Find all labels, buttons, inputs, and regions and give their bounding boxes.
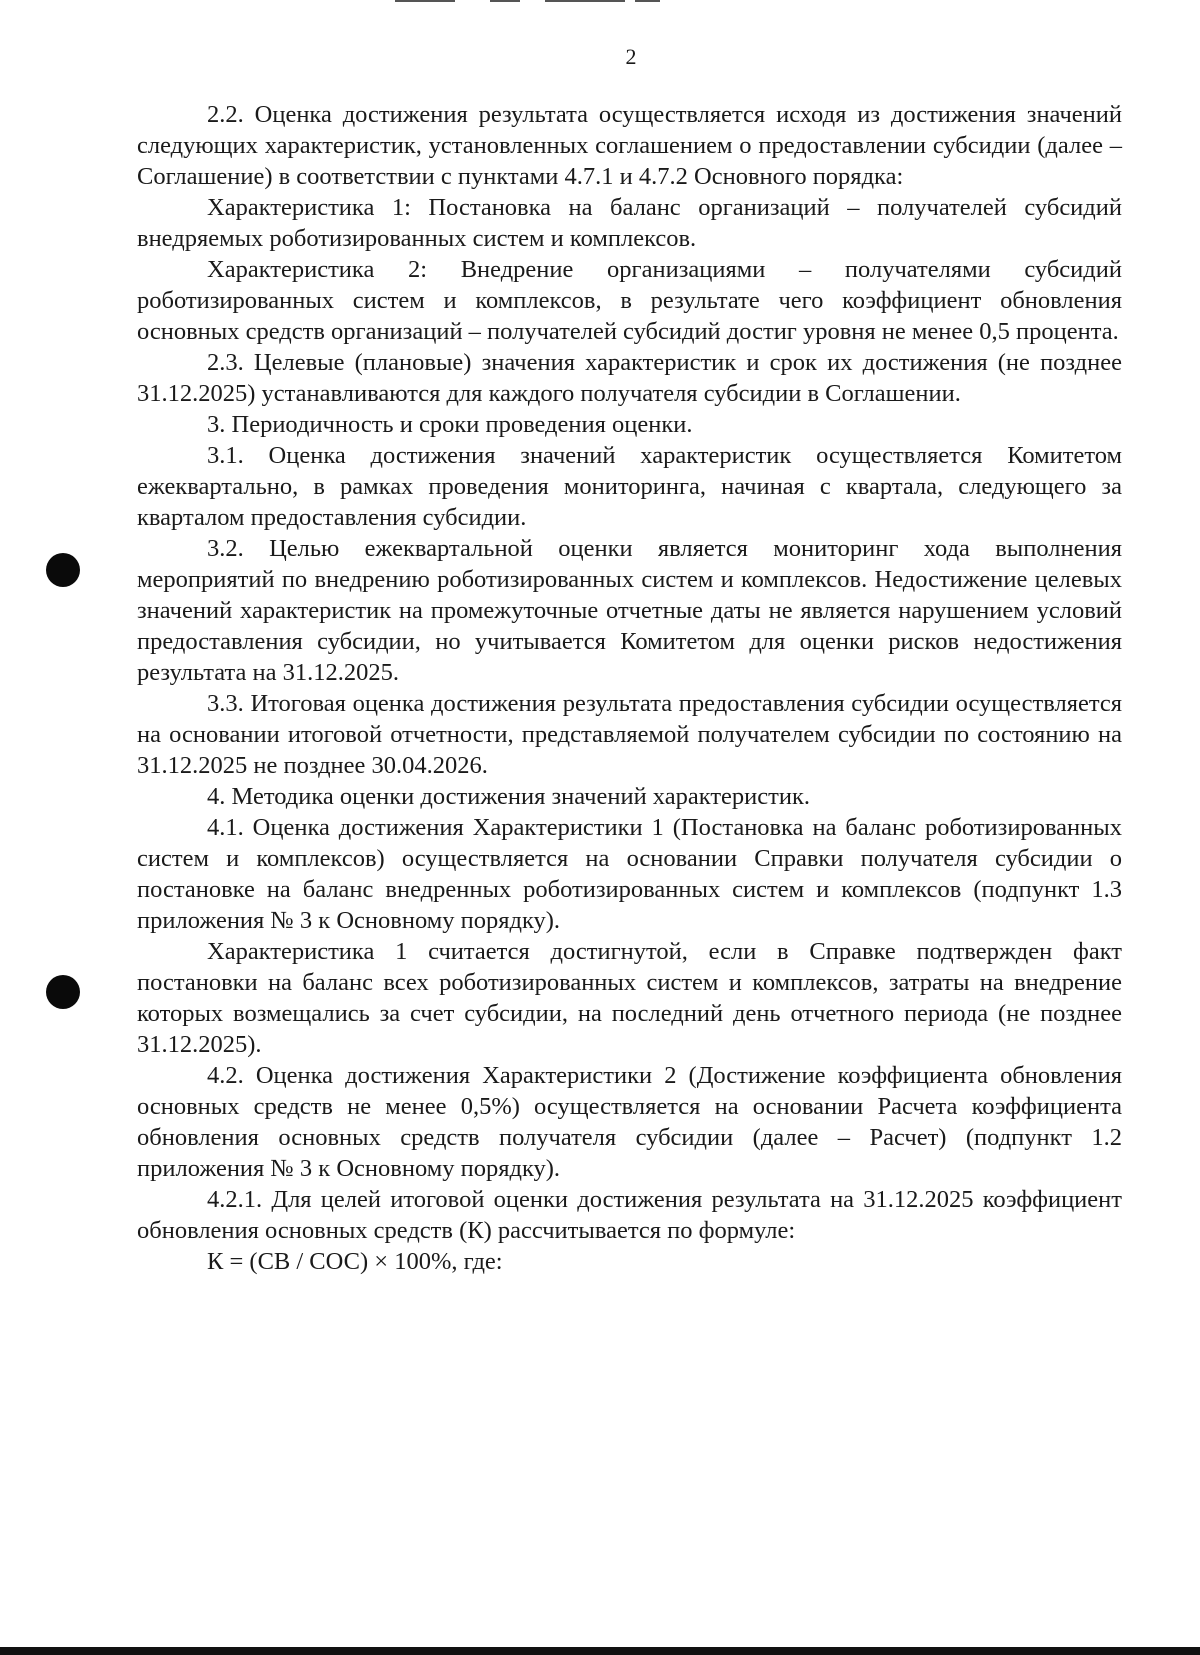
page-number: 2: [625, 44, 637, 69]
paragraph-3-3: 3.3. Итоговая оценка достижения результата предоставления субсидии осуществляется на основании итоговой отчетности, представляемой получателем субсидии по состоянию на 31.12.2025 не позднее 30.04.2026.: [137, 690, 1122, 779]
formula: К = (СВ / СОС) × 100%, где:: [207, 1248, 503, 1275]
punch-hole-bottom: [46, 975, 80, 1009]
paragraph-characteristic-1: Характеристика 1: Постановка на баланс организаций – получателей субсидий внедряемых роботизированных систем и комплексов.: [137, 194, 1122, 252]
scan-edge-bottom: [0, 1647, 1200, 1655]
paragraph-characteristic-2: Характеристика 2: Внедрение организациями – получателями субсидий роботизированных систем и комплексов, в результате чего коэффициент обновления основных средств организаций – получателей субсидий достиг уровня не менее 0,5 процента.: [137, 256, 1122, 345]
document-body: [137, 99, 1122, 1277]
paragraph-3-1: 3.1. Оценка достижения значений характеристик осуществляется Комитетом ежеквартально, в рамках проведения мониторинга, начиная с квартала, следующего за кварталом предоставления субсидии.: [137, 442, 1122, 531]
paragraph-2-3: 2.3. Целевые (плановые) значения характеристик и срок их достижения (не позднее 31.12.2025) устанавливаются для каждого получателя субсидии в Соглашении.: [137, 349, 1122, 407]
paragraph-characteristic-1-achieved: Характеристика 1 считается достигнутой, если в Справке подтвержден факт постановки на баланс всех роботизированных систем и комплексов, затраты на внедрение которых возмещались за счет субсидии, на последний день отчетного периода (не позднее 31.12.2025).: [137, 938, 1122, 1058]
paragraph-2-2: 2.2. Оценка достижения результата осуществляется исходя из достижения значений следующих характеристик, установленных соглашением о предоставлении субсидии (далее – Соглашение) в соответствии с пунктами 4.7.1 и 4.7.2 Основного порядка:: [137, 101, 1122, 190]
paragraph-4-1: 4.1. Оценка достижения Характеристики 1 (Постановка на баланс роботизированных систем и комплексов) осуществляется на основании Справки получателя субсидии о постановке на баланс внедренных роботизированных систем и комплексов (подпункт 1.3 приложения № 3 к Основному порядку).: [137, 814, 1122, 934]
paragraph-4-2: 4.2. Оценка достижения Характеристики 2 (Достижение коэффициента обновления основных средств не менее 0,5%) осуществляется на основании Расчета коэффициента обновления основных средств получателя субсидии (далее – Расчет) (подпункт 1.2 приложения № 3 к Основному порядку).: [137, 1062, 1122, 1182]
paragraph-4-2-1: 4.2.1. Для целей итоговой оценки достижения результата на 31.12.2025 коэффициент обновления основных средств (К) рассчитывается по формуле:: [137, 1186, 1122, 1244]
scan-artifact-top: [395, 0, 665, 4]
section-heading-4: 4. Методика оценки достижения значений характеристик.: [207, 783, 810, 810]
section-heading-3: 3. Периодичность и сроки проведения оценки.: [207, 411, 693, 438]
paragraph-3-2: 3.2. Целью ежеквартальной оценки является мониторинг хода выполнения мероприятий по внедрению роботизированных систем и комплексов. Недостижение целевых значений характеристик на промежуточные отчетные даты не является нарушением условий предоставления субсидии, но учитывается Комитетом для оценки рисков недостижения результата на 31.12.2025.: [137, 535, 1122, 686]
punch-hole-top: [46, 553, 80, 587]
